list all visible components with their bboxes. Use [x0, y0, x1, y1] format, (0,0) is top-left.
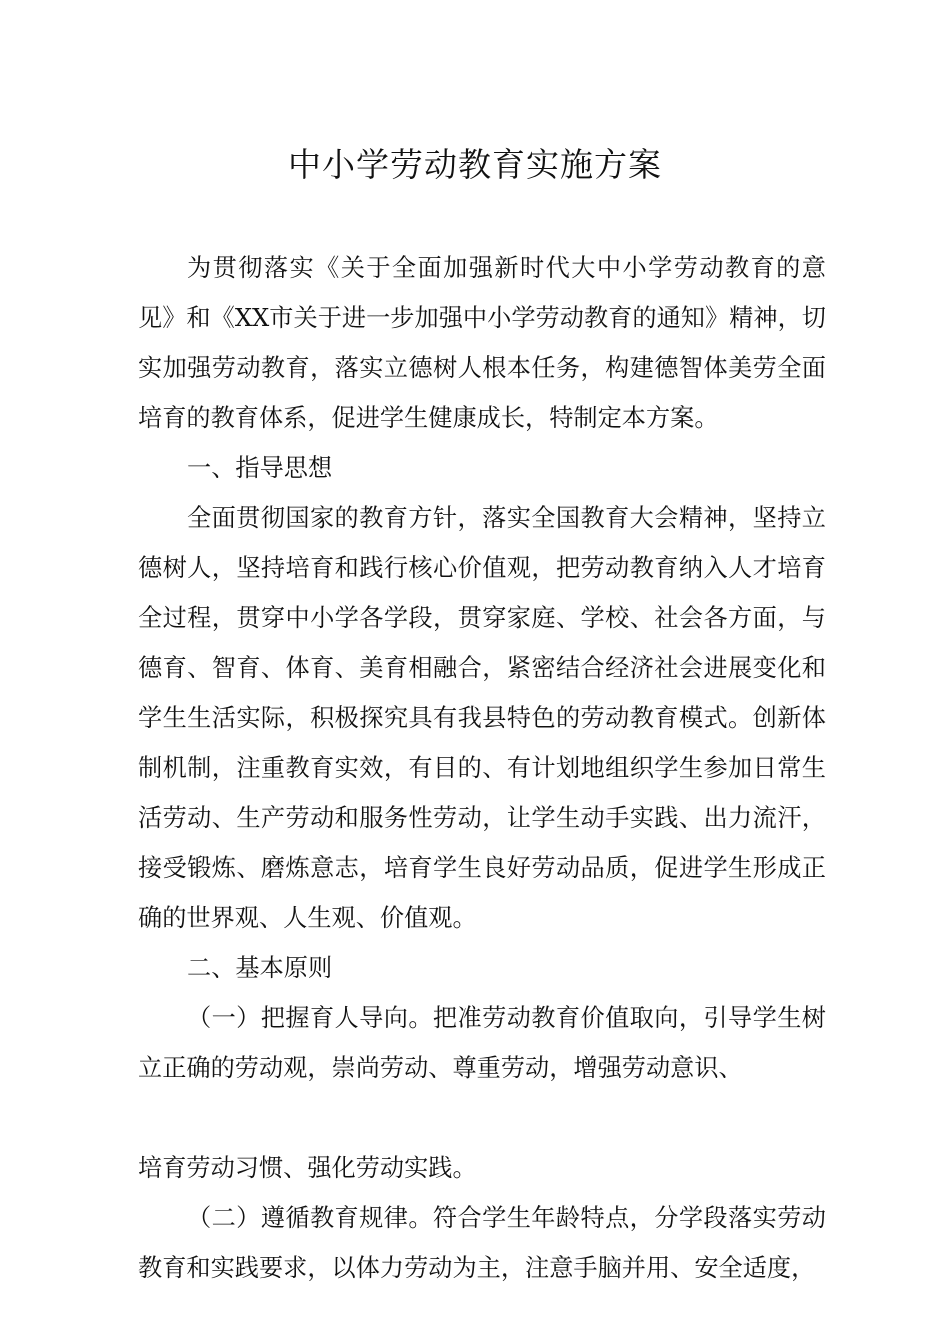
section-heading-guiding-ideology: 一、指导思想 — [187, 454, 333, 482]
section-heading-basic-principles: 二、基本原则 — [187, 954, 333, 982]
principle-1-paragraph: （一）把握育人导向。把准劳动教育价值取向，引导学生树立正确的劳动观，崇尚劳动、尊重劳动，增强劳动意识、 — [138, 1004, 826, 1082]
document-body — [138, 243, 826, 1293]
intro-paragraph: 为贯彻落实《关于全面加强新时代大中小学劳动教育的意见》和《XX市关于进一步加强中小学劳动教育的通知》精神，切实加强劳动教育，落实立德树人根本任务，构建德智体美劳全面培育的教育体系，促进学生健康成长，特制定本方案。 — [138, 254, 826, 432]
guiding-ideology-paragraph: 全面贯彻国家的教育方针，落实全国教育大会精神，坚持立德树人，坚持培育和践行核心价值观，把劳动教育纳入人才培育全过程，贯穿中小学各学段，贯穿家庭、学校、社会各方面，与德育、智育、体育、美育相融合，紧密结合经济社会进展变化和学生生活实际，积极探究具有我县特色的劳动教育模式。创新体制机制，注重教育实效，有目的、有计划地组织学生参加日常生活劳动、生产劳动和服务性劳动，让学生动手实践、出力流汗，接受锻炼、磨炼意志，培育学生良好劳动品质，促进学生形成正确的世界观、人生观、价值观。 — [138, 504, 826, 932]
document-title: 中小学劳动教育实施方案 — [288, 145, 662, 184]
principle-1-continuation: 培育劳动习惯、强化劳动实践。 — [138, 1154, 477, 1182]
paragraph-gap — [138, 1093, 826, 1143]
principle-2-paragraph: （二）遵循教育规律。符合学生年龄特点，分学段落实劳动教育和实践要求，以体力劳动为主，注意手脑并用、安全适度， — [138, 1204, 826, 1282]
